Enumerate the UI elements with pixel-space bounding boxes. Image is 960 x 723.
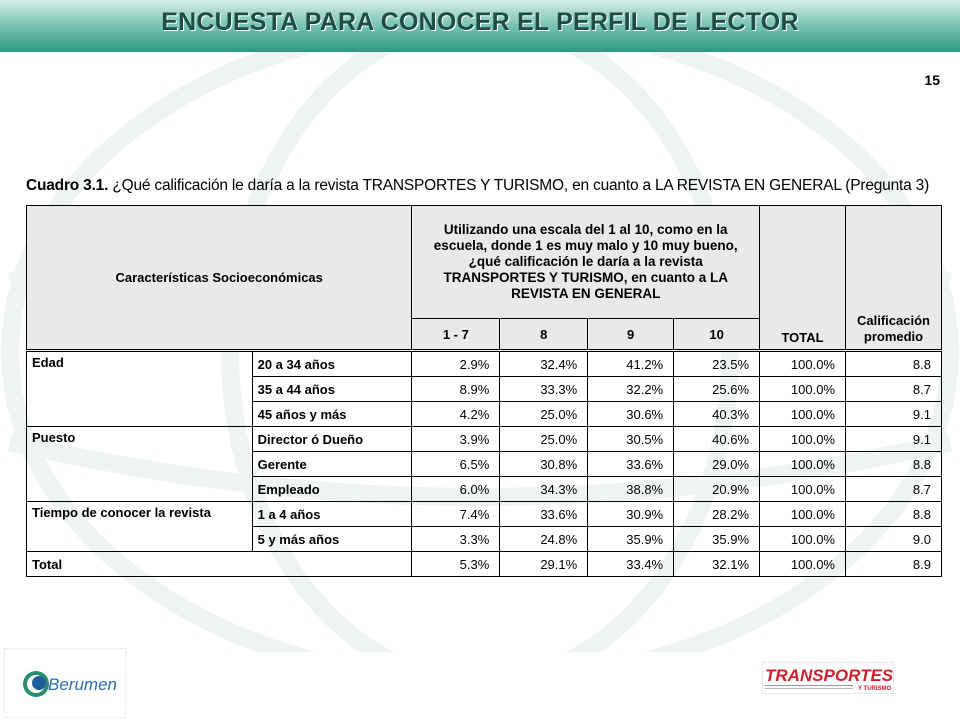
group-label: Edad [27,351,253,427]
cell-value: 34.3% [500,477,588,502]
cell-value: 3.9% [412,427,500,452]
cell-average: 8.7 [845,377,941,402]
cell-value: 32.4% [500,351,588,377]
berumen-logo-text: Berumen [48,675,117,694]
cell-value: 4.2% [412,402,500,427]
cell-value: 6.0% [412,477,500,502]
cell-value: 40.6% [674,427,760,452]
col-header: 8 [500,319,588,351]
table-caption [26,177,929,195]
cell-value: 38.8% [588,477,674,502]
question-header: Utilizando una escala del 1 al 10, como en la escuela, donde 1 es muy malo y 10 muy bueno, ¿qué calificación le daría a la revista TRANSPORTES Y TURISMO, en cuanto a LA REVISTA EN GENERAL [412,206,760,319]
cell-value: 7.4% [412,502,500,527]
transportes-logo [762,662,894,694]
cell-average: 8.8 [845,502,941,527]
row-label: 1 a 4 años [252,502,412,527]
cell-value: 29.1% [500,552,588,577]
cell-total: 100.0% [760,427,846,452]
cell-value: 33.6% [588,452,674,477]
row-label: Empleado [252,477,412,502]
cell-value: 35.9% [674,527,760,552]
group-label: Tiempo de conocer la revista [27,502,253,552]
cell-value: 33.4% [588,552,674,577]
cell-value: 30.8% [500,452,588,477]
total-row [27,552,942,577]
cell-value: 6.5% [412,452,500,477]
table-row [27,502,942,527]
total-row-label: Total [27,552,412,577]
cell-average: 8.7 [845,477,941,502]
group-label: Puesto [27,427,253,502]
table-row [27,427,942,452]
berumen-logo-icon [4,648,126,718]
cell-total: 100.0% [760,402,846,427]
cell-average: 8.8 [845,452,941,477]
cell-value: 32.1% [674,552,760,577]
cell-value: 28.2% [674,502,760,527]
cell-value: 5.3% [412,552,500,577]
cell-total: 100.0% [760,502,846,527]
cell-value: 25.0% [500,427,588,452]
caption-label: Cuadro 3.1. [26,177,109,194]
cell-total: 100.0% [760,351,846,377]
row-label: 35 a 44 años [252,377,412,402]
row-label: 20 a 34 años [252,351,412,377]
cell-value: 30.9% [588,502,674,527]
cell-value: 29.0% [674,452,760,477]
cell-value: 41.2% [588,351,674,377]
average-header: Calificación promedio [845,206,941,351]
cell-average: 8.8 [845,351,941,377]
cell-average: 9.0 [845,527,941,552]
cell-value: 3.3% [412,527,500,552]
cell-value: 33.6% [500,502,588,527]
cell-total: 100.0% [760,477,846,502]
row-label: 5 y más años [252,527,412,552]
col-header: 9 [588,319,674,351]
cell-value: 33.3% [500,377,588,402]
cell-value: 2.9% [412,351,500,377]
cell-value: 30.5% [588,427,674,452]
cell-average: 8.9 [845,552,941,577]
cell-average: 9.1 [845,402,941,427]
transportes-logo-icon [762,662,894,694]
cell-value: 23.5% [674,351,760,377]
cell-total: 100.0% [760,452,846,477]
row-label: Director ó Dueño [252,427,412,452]
cell-average: 9.1 [845,427,941,452]
row-label: 45 años y más [252,402,412,427]
cell-value: 32.2% [588,377,674,402]
table-row [27,351,942,377]
col-header: 10 [674,319,760,351]
berumen-logo [4,648,126,718]
cell-value: 25.6% [674,377,760,402]
caption-text: ¿Qué calificación le daría a la revista TRANSPORTES Y TURISMO, en cuanto a LA REVISTA EN GENERAL (Pregunta 3) [108,177,930,194]
cell-value: 25.0% [500,402,588,427]
transportes-logo-tagline: Y TURISMO [858,686,892,692]
total-header: TOTAL [760,206,846,351]
cell-total: 100.0% [760,377,846,402]
results-table [26,205,942,577]
transportes-logo-text: TRANSPORTES [765,666,894,685]
cell-value: 24.8% [500,527,588,552]
header-banner [0,0,960,52]
page-number: 15 [924,72,940,88]
col-header: 1 - 7 [412,319,500,351]
cell-value: 35.9% [588,527,674,552]
row-header-cell: Características Socioeconómicas [27,206,412,351]
page-title: ENCUESTA PARA CONOCER EL PERFIL DE LECTOR [161,8,799,36]
cell-value: 8.9% [412,377,500,402]
cell-value: 30.6% [588,402,674,427]
cell-total: 100.0% [760,527,846,552]
cell-total: 100.0% [760,552,846,577]
row-label: Gerente [252,452,412,477]
cell-value: 40.3% [674,402,760,427]
cell-value: 20.9% [674,477,760,502]
